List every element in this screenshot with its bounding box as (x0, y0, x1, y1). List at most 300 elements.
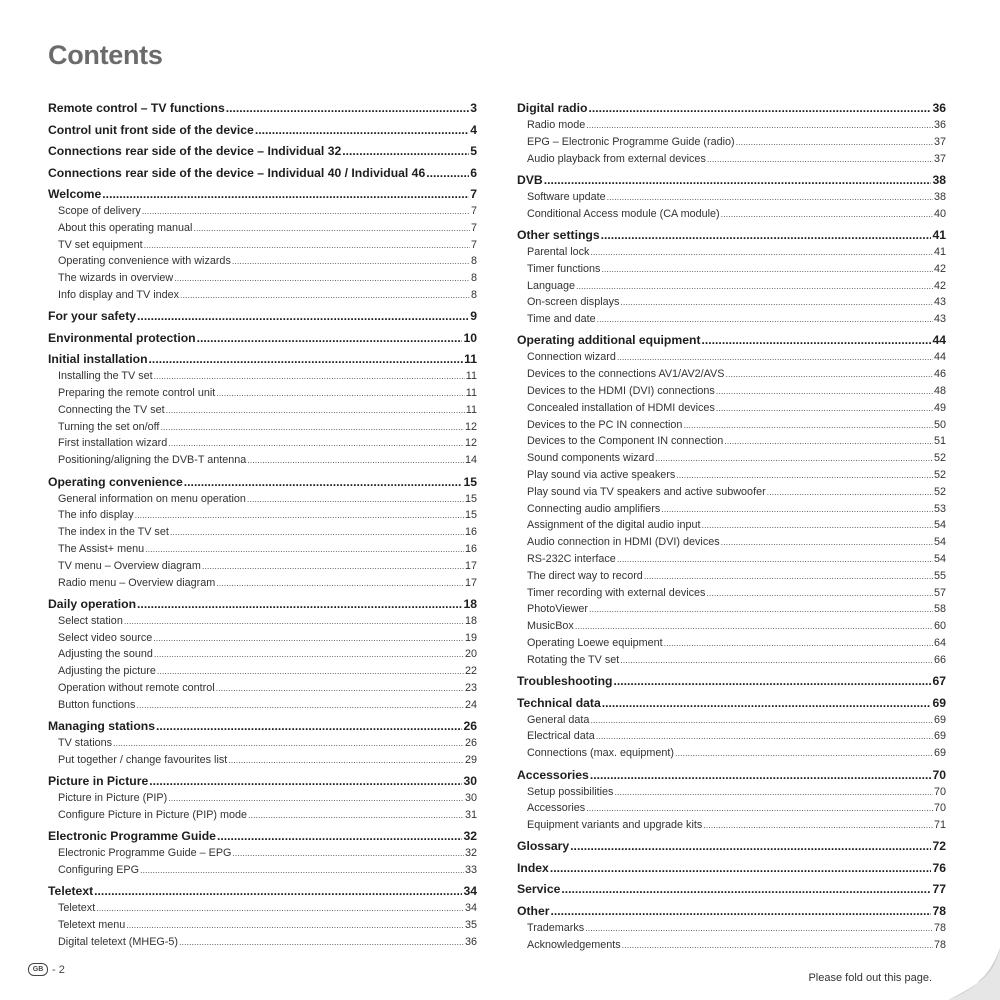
toc-page-number: 7 (470, 221, 477, 234)
toc-entry-label: Connecting the TV set (58, 403, 165, 416)
toc-entry[interactable] (517, 134, 946, 151)
toc-page-number: 38 (933, 190, 946, 203)
toc-entry-label: Teletext menu (58, 919, 126, 932)
toc-page-number: 41 (932, 227, 946, 242)
toc-entry-label: The direct way to record (527, 569, 643, 582)
toc-entry-label: Devices to the HDMI (DVI) connections (527, 385, 715, 398)
toc-page-number: 78 (933, 921, 946, 934)
toc-entry-label: Rotating the TV set (527, 653, 620, 666)
dot-leader (166, 402, 465, 419)
toc-entry[interactable] (48, 491, 477, 508)
toc-entry-label: Audio connection in HDMI (DVI) devices (527, 536, 720, 549)
toc-entry[interactable] (48, 735, 477, 752)
dot-leader (193, 220, 470, 237)
toc-entry[interactable] (517, 635, 946, 652)
toc-entry[interactable] (517, 601, 946, 618)
dot-leader (706, 585, 933, 602)
toc-page-number: 7 (470, 238, 477, 251)
dot-leader (94, 883, 462, 900)
toc-entry[interactable] (48, 368, 477, 385)
dot-leader (247, 452, 464, 469)
toc-entry[interactable] (48, 697, 477, 714)
dot-leader (716, 383, 933, 400)
toc-entry[interactable] (48, 917, 477, 934)
toc-page-number: 33 (464, 864, 477, 877)
dot-leader (716, 400, 933, 417)
toc-entry[interactable] (517, 517, 946, 534)
dot-leader (721, 206, 933, 223)
toc-entry[interactable] (48, 558, 477, 575)
toc-entry[interactable] (48, 900, 477, 917)
toc-page-number: 8 (470, 288, 477, 301)
toc-section (48, 143, 477, 160)
toc-entry[interactable] (48, 253, 477, 270)
dot-leader (575, 618, 933, 635)
toc-section-heading[interactable] (48, 773, 477, 790)
dot-leader (721, 534, 933, 551)
toc-entry-label: Connection wizard (527, 351, 616, 364)
toc-entry[interactable] (517, 817, 946, 834)
toc-entry-label: Scope of delivery (58, 205, 141, 217)
dot-leader (216, 385, 465, 402)
toc-section (517, 227, 946, 328)
toc-page-number: 6 (470, 165, 477, 180)
dot-leader (701, 517, 933, 534)
toc-section (517, 767, 946, 834)
toc-entry-label: General data (527, 713, 590, 726)
language-badge: GB (28, 963, 48, 976)
toc-page-number: 52 (933, 452, 946, 465)
dot-leader (702, 332, 932, 349)
toc-page-number: 41 (933, 245, 946, 258)
dot-leader (617, 551, 933, 568)
toc-entry-label: Positioning/aligning the DVB-T antenna (58, 454, 247, 467)
toc-page-number: 60 (933, 620, 946, 633)
toc-page-number: 69 (933, 730, 946, 743)
toc-entry[interactable] (517, 652, 946, 669)
toc-entry[interactable] (517, 117, 946, 134)
toc-entry-label: Operating convenience with wizards (58, 255, 231, 268)
toc-entry-label: Trademarks (527, 921, 585, 934)
toc-heading-label: Picture in Picture (48, 774, 149, 789)
toc-page-number: 77 (932, 882, 946, 897)
toc-heading-label: Operating additional equipment (517, 333, 701, 348)
toc-page-number: 31 (464, 809, 477, 822)
toc-entry-label: Configure Picture in Picture (PIP) mode (58, 809, 248, 822)
toc-section-heading[interactable] (48, 474, 477, 491)
dot-leader (136, 697, 464, 714)
toc-section (48, 718, 477, 769)
toc-page-number: 69 (932, 695, 946, 710)
toc-section-heading[interactable] (48, 308, 477, 325)
toc-page-number: 10 (463, 330, 477, 345)
dot-leader (149, 351, 464, 368)
toc-entry[interactable] (48, 402, 477, 419)
toc-heading-label: Operating convenience (48, 474, 183, 489)
toc-section-heading[interactable] (517, 100, 946, 117)
toc-page-number: 54 (933, 536, 946, 549)
toc-entry-label: Operating Loewe equipment (527, 637, 663, 650)
toc-entry[interactable] (517, 261, 946, 278)
toc-entry[interactable] (48, 663, 477, 680)
toc-entry[interactable] (48, 220, 477, 237)
toc-section-heading[interactable] (48, 596, 477, 613)
toc-entry[interactable] (48, 680, 477, 697)
toc-heading-label: Connections rear side of the device – Individual 40 / Individual 46 (48, 165, 426, 180)
toc-page-number: 43 (933, 296, 946, 309)
toc-page-number: 67 (932, 674, 946, 689)
toc-entry[interactable] (48, 646, 477, 663)
dot-leader (586, 800, 933, 817)
toc-entry[interactable] (48, 287, 477, 304)
toc-entry-label: Adjusting the picture (58, 665, 156, 678)
dot-leader (613, 673, 931, 690)
toc-entry[interactable] (517, 311, 946, 328)
dot-leader (137, 308, 469, 325)
toc-entry-label: About this operating manual (58, 221, 193, 234)
toc-page-number: 44 (933, 351, 946, 364)
toc-entry[interactable] (48, 613, 477, 630)
toc-page-number: 35 (464, 919, 477, 932)
toc-entry[interactable] (517, 278, 946, 295)
toc-section-heading[interactable] (48, 165, 477, 182)
toc-entry[interactable] (48, 630, 477, 647)
dot-leader (617, 349, 933, 366)
toc-entry[interactable] (517, 568, 946, 585)
toc-page-number: 38 (932, 172, 946, 187)
dot-leader (232, 253, 470, 270)
toc-entry-label: Button functions (58, 698, 136, 711)
dot-leader (113, 735, 464, 752)
toc-page-number: 66 (933, 653, 946, 666)
toc-entry[interactable] (517, 189, 946, 206)
toc-section-heading[interactable] (517, 227, 946, 244)
toc-entry-label: Acknowledgements (527, 938, 621, 951)
toc-entry[interactable] (517, 784, 946, 801)
toc-heading-label: Environmental protection (48, 330, 196, 345)
toc-page-number: 42 (933, 262, 946, 275)
toc-section (48, 883, 477, 950)
toc-entry-label: The info display (58, 509, 134, 522)
toc-section-heading[interactable] (48, 100, 477, 117)
toc-entry[interactable] (517, 534, 946, 551)
toc-entry[interactable] (48, 807, 477, 824)
toc-heading-label: Initial installation (48, 352, 148, 367)
dot-leader (180, 287, 470, 304)
toc-page-number: 19 (464, 631, 477, 644)
dot-leader (144, 237, 470, 254)
toc-entry[interactable] (48, 203, 477, 220)
toc-entry[interactable] (517, 501, 946, 518)
toc-heading-label: Index (517, 860, 549, 875)
dot-leader (216, 680, 464, 697)
dot-leader (620, 652, 933, 669)
toc-section (48, 474, 477, 592)
toc-section-heading[interactable] (48, 330, 477, 347)
toc-entry[interactable] (48, 385, 477, 402)
toc-section (48, 828, 477, 879)
toc-section-heading[interactable] (517, 860, 946, 877)
toc-page-number: 12 (464, 437, 477, 450)
toc-entry-label: The index in the TV set (58, 526, 169, 539)
toc-page-number: 15 (464, 492, 477, 505)
toc-page-number: 11 (464, 352, 477, 367)
toc-heading-label: Daily operation (48, 596, 137, 611)
toc-page-number: 30 (463, 774, 477, 789)
toc-section (517, 903, 946, 954)
dot-leader (154, 646, 464, 663)
toc-section (48, 186, 477, 304)
toc-entry[interactable] (517, 467, 946, 484)
dot-leader (126, 917, 464, 934)
toc-entry-label: Digital teletext (MHEG-5) (58, 936, 178, 948)
toc-page-number: 69 (933, 747, 946, 760)
section-spacer (48, 951, 477, 956)
toc-heading-label: Remote control – TV functions (48, 101, 225, 115)
toc-section-heading[interactable] (48, 883, 477, 900)
toc-page-number: 40 (933, 207, 946, 220)
fold-note: Please fold out this page. (808, 972, 932, 984)
dot-leader (102, 186, 469, 203)
toc-entry[interactable] (517, 206, 946, 223)
dot-leader (614, 784, 933, 801)
toc-section-heading[interactable] (517, 332, 946, 349)
toc-entry-label: Setup possibilities (527, 785, 614, 798)
toc-page-number: 26 (463, 719, 477, 734)
toc-entry-label: Electronic Programme Guide – EPG (58, 847, 232, 860)
toc-section (48, 330, 477, 347)
toc-entry[interactable] (517, 383, 946, 400)
toc-entry-label: Installing the TV set (58, 370, 153, 383)
toc-section-heading[interactable] (517, 172, 946, 189)
toc-page-number: 78 (932, 903, 946, 918)
dot-leader (597, 311, 933, 328)
toc-section (48, 122, 477, 139)
toc-entry-label: Concealed installation of HDMI devices (527, 401, 715, 414)
toc-entry-label: Audio playback from external devices (527, 152, 706, 165)
toc-entry-label: The Assist+ menu (58, 542, 145, 555)
toc-page-number: 32 (464, 847, 477, 860)
toc-section-heading[interactable] (517, 838, 946, 855)
toc-entry[interactable] (517, 937, 946, 954)
toc-entry[interactable] (517, 151, 946, 168)
toc-entry[interactable] (517, 712, 946, 729)
dot-leader (550, 860, 932, 877)
toc-page-number: 46 (933, 368, 946, 381)
toc-entry[interactable] (517, 244, 946, 261)
toc-page-number: 50 (933, 418, 946, 431)
toc-heading-label: Electronic Programme Guide (48, 829, 216, 844)
toc-entry-label: The wizards in overview (58, 272, 174, 285)
toc-page-number: 18 (464, 614, 477, 627)
dot-leader (226, 100, 469, 117)
toc-section-heading[interactable] (48, 143, 477, 160)
toc-heading-label: Digital radio (517, 101, 588, 115)
toc-entry[interactable] (517, 349, 946, 366)
dot-leader (590, 712, 933, 729)
dot-leader (601, 261, 933, 278)
toc-entry-label: Sound components wizard (527, 452, 655, 465)
toc-heading-label: For your safety (48, 309, 137, 324)
toc-entry[interactable] (48, 270, 477, 287)
toc-entry-label: Devices to the PC IN connection (527, 418, 683, 431)
dot-leader (142, 203, 470, 220)
toc-section (517, 100, 946, 167)
toc-entry[interactable] (48, 507, 477, 524)
toc-entry[interactable] (48, 752, 477, 769)
toc-entry[interactable] (48, 862, 477, 879)
toc-entry[interactable] (48, 435, 477, 452)
toc-section-heading[interactable] (517, 767, 946, 784)
dot-leader (590, 767, 932, 784)
toc-entry-label: Turning the set on/off (58, 420, 160, 433)
dot-leader (588, 100, 931, 117)
toc-entry[interactable] (517, 400, 946, 417)
toc-entry[interactable] (517, 551, 946, 568)
toc-page-number: 36 (464, 936, 477, 948)
toc-page-number: 71 (933, 819, 946, 832)
toc-entry[interactable] (48, 452, 477, 469)
toc-section (517, 332, 946, 668)
toc-page-number: 20 (464, 648, 477, 661)
toc-section (48, 308, 477, 325)
toc-entry-label: Configuring EPG (58, 864, 140, 877)
dot-leader (255, 122, 469, 139)
toc-entry[interactable] (517, 728, 946, 745)
toc-entry[interactable] (517, 484, 946, 501)
dot-leader (585, 920, 933, 937)
dot-leader (232, 845, 464, 862)
toc-section-heading[interactable] (48, 186, 477, 203)
toc-page-number: 64 (933, 637, 946, 650)
toc-page-number: 11 (465, 387, 477, 400)
toc-page-number: 76 (932, 860, 946, 875)
toc-entry[interactable] (48, 845, 477, 862)
toc-page-number: 37 (933, 152, 946, 165)
dot-leader (707, 151, 933, 168)
toc-entry[interactable] (517, 745, 946, 762)
toc-entry-label: RS-232C interface (527, 553, 616, 566)
toc-entry-label: Devices to the connections AV1/AV2/AVS (527, 368, 725, 381)
toc-entry-label: Radio mode (527, 119, 586, 131)
toc-section-heading[interactable] (48, 718, 477, 735)
dot-leader (168, 435, 464, 452)
toc-entry[interactable] (517, 366, 946, 383)
dot-leader (140, 862, 464, 879)
toc-entry-label: Select station (58, 614, 123, 627)
toc-section-heading[interactable] (48, 122, 477, 139)
dot-leader (160, 419, 464, 436)
toc-entry[interactable] (517, 294, 946, 311)
toc-page-number: 53 (933, 502, 946, 515)
toc-entry-label: Devices to the Component IN connection (527, 435, 724, 448)
toc-entry[interactable] (48, 934, 477, 951)
toc-entry[interactable] (517, 433, 946, 450)
toc-page-number: 22 (464, 665, 477, 678)
toc-entry[interactable] (48, 790, 477, 807)
toc-page-number: 37 (933, 135, 946, 148)
toc-section-heading[interactable] (517, 903, 946, 920)
dot-leader (174, 270, 470, 287)
toc-section-heading[interactable] (48, 828, 477, 845)
toc-entry-label: Adjusting the sound (58, 648, 153, 661)
toc-entry-label: TV set equipment (58, 238, 143, 251)
toc-section-heading[interactable] (517, 695, 946, 712)
toc-page-number: 3 (470, 101, 477, 115)
toc-section (48, 596, 477, 714)
toc-entry[interactable] (48, 541, 477, 558)
toc-section (48, 351, 477, 469)
toc-page-number: 4 (470, 122, 477, 137)
toc-entry-label: Timer recording with external devices (527, 586, 706, 599)
dot-leader (589, 601, 933, 618)
toc-entry[interactable] (517, 450, 946, 467)
toc-entry-label: Time and date (527, 313, 596, 326)
toc-entry-label: Operation without remote control (58, 682, 215, 695)
toc-heading-label: Glossary (517, 839, 570, 854)
toc-page-number: 49 (933, 401, 946, 414)
toc-page-number: 48 (933, 385, 946, 398)
toc-heading-label: Service (517, 882, 561, 897)
toc-entry-label: General information on menu operation (58, 492, 246, 505)
toc-page-number: 15 (464, 509, 477, 522)
toc-section-heading[interactable] (517, 881, 946, 898)
toc-section-heading[interactable] (48, 351, 477, 368)
toc-entry-label: Radio menu – Overview diagram (58, 576, 216, 589)
toc-page-number: 7 (470, 187, 477, 201)
toc-entry[interactable] (517, 618, 946, 635)
toc-entry-label: Info display and TV index (58, 288, 180, 301)
dot-leader (576, 278, 933, 295)
toc-section (517, 172, 946, 223)
toc-entry[interactable] (517, 417, 946, 434)
toc-heading-label: Welcome (48, 187, 102, 201)
toc-section-heading[interactable] (517, 673, 946, 690)
toc-entry[interactable] (517, 920, 946, 937)
toc-heading-label: Teletext (48, 884, 94, 899)
toc-heading-label: Other settings (517, 227, 600, 242)
dot-leader (124, 613, 464, 630)
page-footer-left (28, 963, 65, 976)
dot-leader (725, 366, 933, 383)
toc-section (48, 100, 477, 117)
toc-entry[interactable] (48, 419, 477, 436)
toc-page-number: 70 (933, 802, 946, 815)
toc-page-number: 36 (933, 119, 946, 131)
toc-section (517, 673, 946, 690)
toc-heading-label: Other (517, 903, 550, 918)
toc-page-number: 23 (464, 682, 477, 695)
toc-entry[interactable] (517, 585, 946, 602)
toc-entry-label: Play sound via active speakers (527, 469, 676, 482)
dot-leader (590, 244, 933, 261)
toc-entry[interactable] (48, 575, 477, 592)
toc-entry[interactable] (517, 800, 946, 817)
toc-page-number: 55 (933, 569, 946, 582)
page-title: Contents (48, 40, 163, 70)
toc-page-number: 70 (933, 785, 946, 798)
toc-entry[interactable] (48, 237, 477, 254)
dot-leader (622, 937, 933, 954)
dot-leader (544, 172, 932, 189)
toc-heading-label: Technical data (517, 695, 601, 710)
toc-entry[interactable] (48, 524, 477, 541)
toc-heading-label: Accessories (517, 767, 589, 782)
toc-page-number: 54 (933, 553, 946, 566)
dot-leader (135, 507, 464, 524)
toc-entry-label: Language (527, 279, 576, 292)
dot-leader (202, 558, 464, 575)
